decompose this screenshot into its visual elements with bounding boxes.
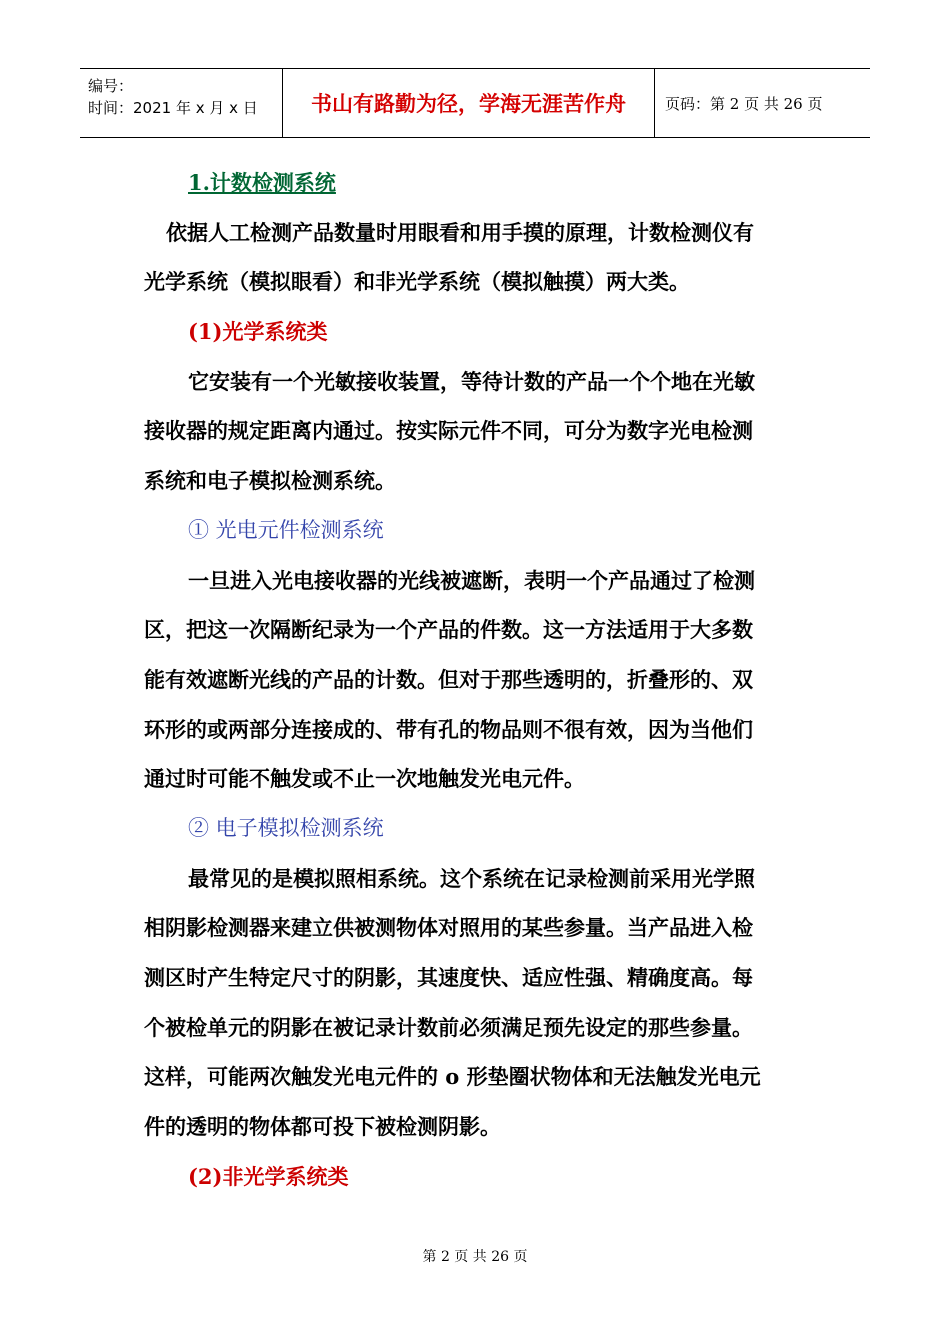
subsection-heading-non-optical: (2)非光学系统类 [188, 1163, 349, 1189]
paragraph-line: 一旦进入光电接收器的光线被遮断，表明一个产品通过了检测 [188, 567, 755, 593]
document-date: 时间：2021 年 x 月 x 日 [88, 99, 258, 117]
section-heading-counting-system: 1.计数检测系统 [188, 170, 336, 195]
paragraph-line: 测区时产生特定尺寸的阴影，其速度快、适应性强、精确度高。每 [144, 965, 753, 990]
paragraph-line: 光学系统（模拟眼看）和非光学系统（模拟触摸）两大类。 [144, 269, 690, 295]
item-heading-electronic: ② 电子模拟检测系统 [188, 815, 384, 840]
page-header [80, 68, 870, 138]
document-number: 编号： [88, 77, 134, 95]
document-body [144, 158, 814, 1201]
paragraph-line: 个被检单元的阴影在被记录计数前必须满足预先设定的那些参量。 [144, 1014, 753, 1040]
header-meta [80, 69, 282, 137]
paragraph-line: 最常见的是模拟照相系统。这个系统在记录检测前采用光学照 [188, 865, 755, 891]
paragraph-line: 能有效遮断光线的产品的计数。但对于那些透明的，折叠形的、双 [144, 666, 753, 692]
paragraph-line: 它安装有一个光敏接收装置，等待计数的产品一个个地在光敏 [188, 368, 755, 394]
paragraph-line: 依据人工检测产品数量时用眼看和用手摸的原理，计数检测仪有 [166, 219, 754, 245]
paragraph-line: 区，把这一次隔断纪录为一个产品的件数。这一方法适用于大多数 [144, 617, 753, 643]
paragraph-line: 接收器的规定距离内通过。按实际元件不同，可分为数字光电检测 [144, 418, 753, 444]
page-footer: 第 2 页 共 26 页 [422, 1249, 528, 1265]
item-heading-photoelectric: ① 光电元件检测系统 [188, 517, 384, 542]
paragraph-line: 这样，可能两次触发光电元件的 o 形垫圈状物体和无法触发光电元 [144, 1064, 761, 1090]
header-page-info: 页码：第 2 页 共 26 页 [665, 94, 823, 113]
paragraph-line: 相阴影检测器来建立供被测物体对照用的某些参量。当产品进入检 [144, 915, 753, 941]
header-motto: 书山有路勤为径，学海无涯苦作舟 [282, 69, 655, 137]
paragraph-line: 件的透明的物体都可投下被检测阴影。 [144, 1114, 501, 1140]
paragraph-line: 通过时可能不触发或不止一次地触发光电元件。 [144, 766, 585, 792]
subsection-heading-optical: (1)光学系统类 [188, 319, 328, 345]
paragraph-line: 系统和电子模拟检测系统。 [144, 468, 396, 494]
paragraph-line: 环形的或两部分连接成的、带有孔的物品则不很有效，因为当他们 [144, 716, 753, 742]
